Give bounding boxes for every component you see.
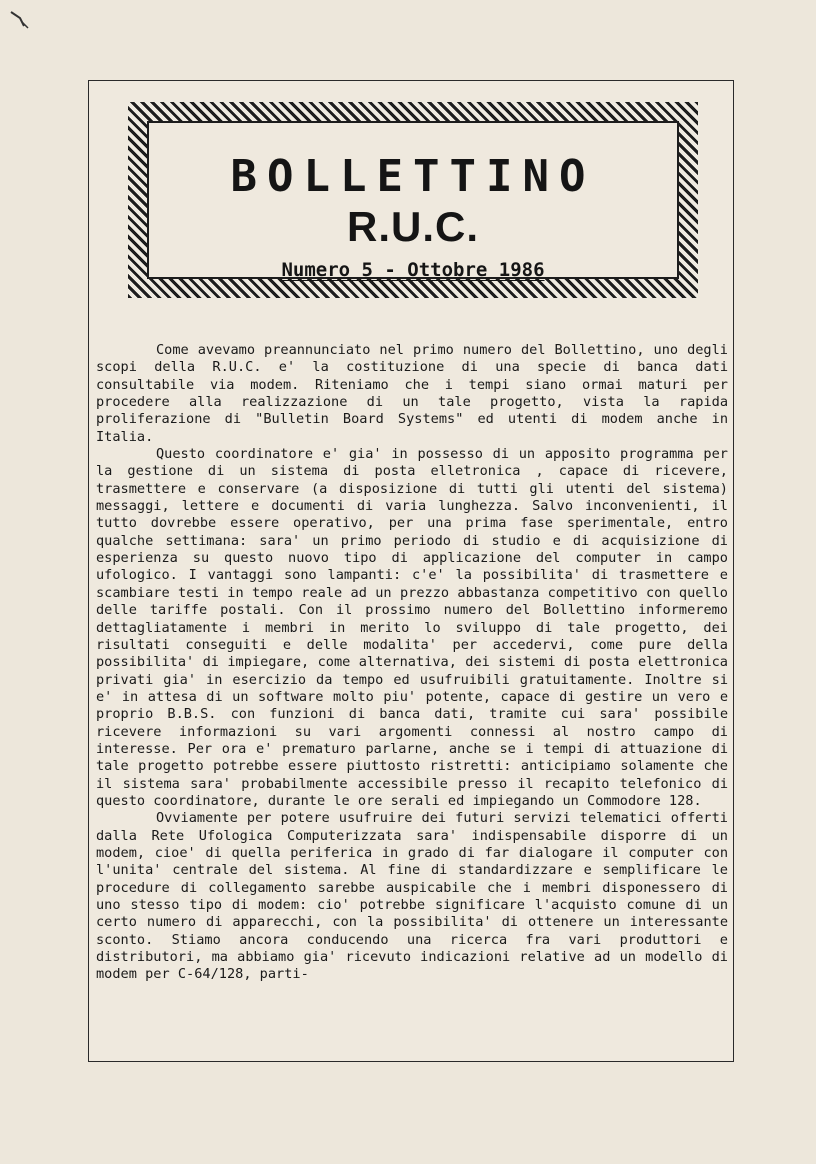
paragraph-3: Ovviamente per potere usufruire dei futuri servizi telematici offerti dalla Rete Ufologica Computerizzata sara' indispensabile disporre di un modem, cioe' di quella periferica in grado di far dialogare il computer con l'unita' centrale del sistema. Al fine di standardizzare e semplificare le procedure di collegamento sarebbe auspicabile che i membri disponessero di uno stesso tipo di modem: cio' potrebbe significare l'acquisto comune di un certo numero di apparecchi, con la possibilita' di ottenere un interessante sconto. Stiamo ancora conducendo una ricerca fra vari produttori e distributori, ma abbiamo gia' ricevuto indicazioni relative ad un modello di modem per C-64/128, parti- xyxy=(96,810,728,983)
masthead xyxy=(147,121,679,279)
issue-line: Numero 5 - Ottobre 1986 xyxy=(281,259,545,281)
pen-mark xyxy=(8,8,34,30)
paragraph-1: Come avevamo preannunciato nel primo numero del Bollettino, uno degli scopi della R.U.C. e' la costituzione di una specie di banca dati consultabile via modem. Riteniamo che i tempi siano ormai maturi per procedere alla realizzazione di un tale progetto, vista la rapida proliferazione di "Bulletin Board Systems" ed utenti di modem anche in Italia. xyxy=(96,342,728,445)
article-body xyxy=(96,342,728,984)
masthead-border xyxy=(128,102,698,298)
paragraph-2: Questo coordinatore e' gia' in possesso di un apposito programma per la gestione di un sistema di posta elletronica , capace di ricevere, trasmettere e conservare (a disposizione di tutti gli utenti del sistema) messaggi, lettere e documenti di varia lunghezza. Salvo inconvenienti, il tutto dovrebbe essere operativo, per una prima fase sperimentale, entro qualche settimana: sara' un primo periodo di studio e di acquisizione di esperienza su questo nuovo tipo di applicazione del computer in campo ufologico. I vantaggi sono lampanti: c'e' la possibilita' di trasmettere e scambiare testi in tempo reale ad un prezzo abbastanza competitivo con quello delle tariffe postali. Con il prossimo numero del Bollettino informeremo dettagliatamente i membri in merito lo sviluppo di tale progetto, dei risultati conseguiti e delle modalita' per accedervi, come pure della possibilita' di impiegare, come alternativa, dei sistemi di posta elettronica privati gia' in esercizio da tempo ed usufruibili gratuitamente. Inoltre si e' in attesa di un software molto piu' potente, capace di gestire un vero e proprio B.B.S. con funzioni di banca dati, tramite cui sara' possibile ricevere informazioni su vari argomenti connessi al nostro campo di interesse. Per ora e' prematuro parlarne, anche se i tempi di attuazione di tale progetto potrebbe essere piuttosto ristretti: anticipiamo solamente che il sistema sara' probabilmente accessibile presso il recapito telefonico di questo coordinatore, durante le ore serali ed impiegando un Commodore 128. xyxy=(96,446,728,809)
masthead-title: BOLLETTINO xyxy=(230,151,596,202)
masthead-subtitle: R.U.C. xyxy=(347,203,479,250)
